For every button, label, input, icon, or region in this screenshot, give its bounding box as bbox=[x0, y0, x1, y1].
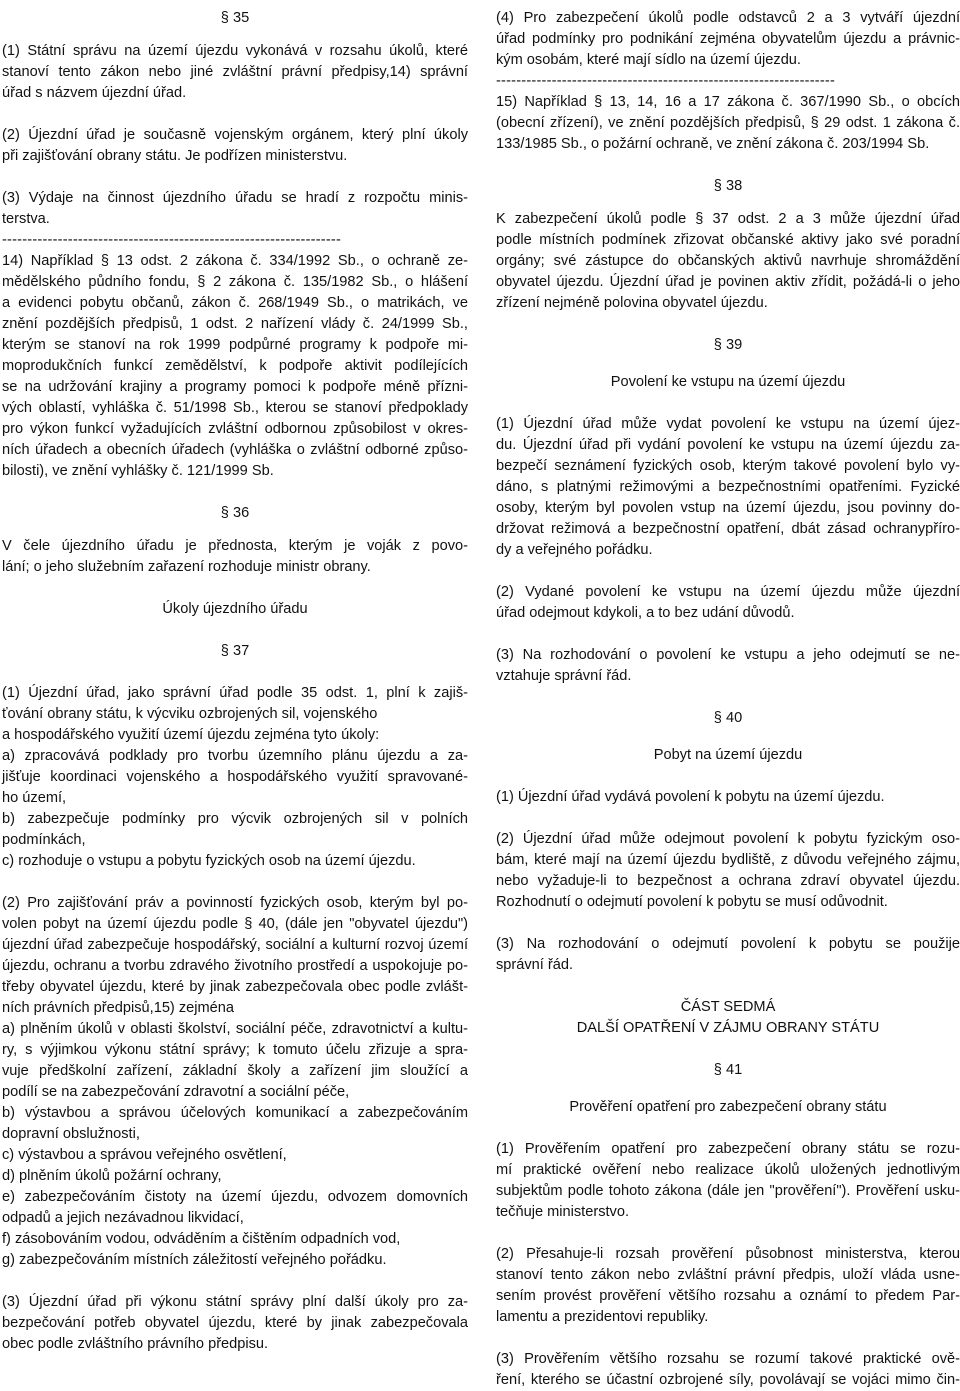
text-line: (obecní zřízení), ve znění pozdějších předpisů, § 29 odst. 1 zákona č. bbox=[496, 115, 960, 131]
text-line: pro výkon funkcí vyžadujících zvláštní odbornou způsobilost v okres- bbox=[2, 421, 468, 437]
text-line: § 37 bbox=[220, 643, 250, 659]
text-line: obyvatel újezdu. Újezdní úřad je povinen aktiv zřídit, požádá-li o jeho bbox=[496, 274, 960, 290]
text-line: při zajišťování obrany státu. Je podřízen ministerstvu. bbox=[2, 148, 348, 164]
text-line: (3) Na rozhodování o odejmutí povolení k pobytu se použije bbox=[496, 936, 960, 952]
text-line: podle místních podmínek zřizovat občanské aktivy jako své poradní bbox=[496, 232, 960, 248]
text-line: g) zabezpečováním místních záležitostí veřejného pořádku. bbox=[2, 1252, 387, 1268]
text-line: držovat režimová a bezpečnostní opatření, dbát zásad ochranypřírо- bbox=[496, 521, 960, 537]
text-line: správní řád. bbox=[496, 957, 574, 973]
text-line: Prověření opatření pro zabezpečení obrany státu bbox=[569, 1099, 887, 1115]
text-line: ho území, bbox=[2, 790, 67, 806]
text-line: (1) Prověřením opatření pro zabezpečení obrany státu se rozu- bbox=[496, 1141, 960, 1157]
text-line: du. Újezdní úřad při vydání povolení ke vstupu na území újezdu za- bbox=[496, 437, 960, 453]
text-line: § 41 bbox=[713, 1062, 743, 1078]
text-line: zřízení nejméně polovina obyvatel újezdu. bbox=[496, 295, 768, 311]
text-line: § 40 bbox=[713, 710, 743, 726]
text-line: (1) Újezdní úřad může vydat povolení ke vstupu na území újez- bbox=[496, 416, 960, 432]
text-line: Úkoly újezdního úřadu bbox=[162, 601, 308, 617]
text-line: (3) Na rozhodování o povolení ke vstupu a jeho odejmutí se ne- bbox=[496, 647, 960, 663]
text-line: (2) Přesahuje-li rozsah prověření působnost ministerstva, kterou bbox=[496, 1246, 960, 1262]
text-line: úřad s názvem újezdní úřad. bbox=[2, 85, 187, 101]
text-line: e) zabezpečováním čistoty na území újezdu, odvozem domovních bbox=[2, 1189, 468, 1205]
text-line: mí praktické ověření nebo realizace úkolů uložených jednotlivým bbox=[496, 1162, 960, 1178]
text-line: (2) Újezdní úřad je současně vojenským orgánem, který plní úkoly bbox=[2, 127, 468, 143]
text-line: f) zásobováním vodou, odváděním a čištěním odpadních vod, bbox=[2, 1231, 401, 1247]
text-line: ťování obrany státu, k výcviku ozbrojených sil, vojenského bbox=[2, 706, 378, 722]
text-line: terstva. bbox=[2, 211, 50, 227]
text-line: dáno, s platnými režimovými a bezpečnostními opatřeními. Fyzické bbox=[496, 479, 960, 495]
text-line: ČÁST SEDMÁ bbox=[680, 999, 776, 1015]
text-line: ních právních předpisů,15) zejména bbox=[2, 1000, 235, 1016]
text-line: a) plněním úkolů v oblasti školství, sociální péče, zdravotnictví a kultu- bbox=[2, 1021, 468, 1037]
text-line: úřad odejmout kdykoli, a to bez udání důvodů. bbox=[496, 605, 795, 621]
text-line: (3) Prověřením většího rozsahu se rozumí takové praktické ově- bbox=[496, 1351, 960, 1367]
text-line: odpadů a jejich nezávadnou likvidací, bbox=[2, 1210, 244, 1226]
text-line: vých oblastí, vyhláška č. 51/1998 Sb., kterou se stanoví předpoklady bbox=[2, 400, 468, 416]
text-line: § 35 bbox=[220, 10, 250, 26]
text-line: orgány; své zástupce do občanských aktivů navrhuje shromáždění bbox=[496, 253, 960, 269]
text-line: újezdu, ochranu a tvorbu zdravého životního prostředí a uspokojuje po- bbox=[2, 958, 468, 974]
text-line: bezpečí seznámení fyzických osob, kterým takové povolení bylo vy- bbox=[496, 458, 960, 474]
text-line: dopravní obslužnosti, bbox=[2, 1126, 140, 1142]
text-line: kterým se stanoví na rok 1999 podpůrné programy k podpoře mi- bbox=[2, 337, 468, 353]
text-line: § 39 bbox=[713, 337, 743, 353]
text-line: podílí se na zabezpečování zdravotní a sociální péče, bbox=[2, 1084, 350, 1100]
text-line: (4) Pro zabezpečení úkolů podle odstavců 2 a 3 vytváří újezdní bbox=[496, 10, 960, 26]
text-line: tečňuje ministerstvo. bbox=[496, 1204, 630, 1220]
text-line: stanoví tento zákon nebo jiné zvláštní právní předpisy,14) správní bbox=[2, 64, 468, 80]
text-line: d) plněním úkolů požární ochrany, bbox=[2, 1168, 222, 1184]
text-line: lání; o jeho služebním zařazení rozhoduje ministr obrany. bbox=[2, 559, 371, 575]
text-line: b) zabezpečuje podmínky pro výcvik ozbrojených sil v polních bbox=[2, 811, 468, 827]
text-line: Pobyt na území újezdu bbox=[653, 747, 803, 763]
text-line: § 38 bbox=[713, 178, 743, 194]
text-line: ních úřadech a obecních úřadech (vyhláška o zvláštní odborné způso- bbox=[2, 442, 468, 458]
text-line: volen pobyt na území újezdu podle § 40, (dále jen "obyvatel újezdu") bbox=[2, 916, 468, 932]
text-line: b) výstavbou a správou účelových komunikací a zabezpečováním bbox=[2, 1105, 468, 1121]
text-line: znění pozdějších předpisů, 1 odst. 2 nařízení vlády č. 24/1999 Sb., bbox=[2, 316, 468, 332]
footnote-separator: ------------------------------------------------------------------- bbox=[2, 232, 342, 248]
text-line: DALŠÍ OPATŘENÍ V ZÁJMU OBRANY STÁTU bbox=[576, 1020, 880, 1036]
text-line: úřad podmínky pro podnikání zejména obyvatelům újezdu a právnic- bbox=[496, 31, 960, 47]
text-line: 133/1985 Sb., o požární ochraně, ve znění zákona č. 203/1994 Sb. bbox=[496, 136, 930, 152]
text-line: (1) Újezdní úřad vydává povolení k pobytu na území újezdu. bbox=[496, 789, 885, 805]
text-line: (1) Státní správu na území újezdu vykonává v rozsahu úkolů, které bbox=[2, 43, 468, 59]
text-line: (2) Vydané povolení ke vstupu na území újezdu může újezdní bbox=[496, 584, 960, 600]
text-line: moprodukčních funkcí zemědělství, k podpoře aktivit podílejících bbox=[2, 358, 468, 374]
text-line: bám, které mají na území újezdu bydliště, z důvodu veřejného zájmu, bbox=[496, 852, 960, 868]
text-line: ření, kterého se účastní ozbrojené síly, povolávají se vojáci mimo čin- bbox=[496, 1372, 960, 1388]
text-line: a evidenci pobytu občanů, zákon č. 268/1949 Sb., o matrikách, ve bbox=[2, 295, 468, 311]
text-line: (2) Újezdní úřad může odejmout povolení k pobytu fyzickým oso- bbox=[496, 831, 960, 847]
footnote-separator: ------------------------------------------------------------------- bbox=[496, 73, 836, 89]
text-line: subjektům podle tohoto zákona (dále jen "prověření"). Prověření usku- bbox=[496, 1183, 960, 1199]
text-line: (2) Pro zajišťování práv a povinností fyzických osob, kterým byl po- bbox=[2, 895, 468, 911]
text-line: a) zpracovává podklady pro tvorbu územního plánu újezdu a za- bbox=[2, 748, 468, 764]
text-line: nebo vyžaduje-li to bezpečnost a ochrana zdraví obyvatel újezdu. bbox=[496, 873, 960, 889]
text-line: V čele újezdního úřadu je přednosta, kterým je voják z povo- bbox=[2, 538, 468, 554]
text-line: (1) Újezdní úřad, jako správní úřad podle 35 odst. 1, plní k zajiš- bbox=[2, 685, 468, 701]
text-line: § 36 bbox=[220, 505, 250, 521]
text-line: K zabezpečení úkolů podle § 37 odst. 2 a 3 může újezdní úřad bbox=[496, 211, 960, 227]
text-line: třeby obyvatel újezdu, které by jinak zabezpečovala obec podle zvlášt- bbox=[2, 979, 468, 995]
text-line: vuje předškolní zařízení, základní školy a zařízení jim sloužící a bbox=[2, 1063, 468, 1079]
text-line: (3) Výdaje na činnost újezdního úřadu se hradí z rozpočtu minis- bbox=[2, 190, 468, 206]
text-line: obec podle zvláštního právního předpisu. bbox=[2, 1336, 269, 1352]
text-line: lamentu a prezidentovi republiky. bbox=[496, 1309, 709, 1325]
text-line: jišťuje koordinaci vojenského a hospodářského využití spravované- bbox=[2, 769, 468, 785]
text-line: bilosti), ve znění vyhlášky č. 121/1999 Sb. bbox=[2, 463, 274, 479]
text-line: stanoví tento zákon nebo zvláštní právní předpis, uloží vláda usne- bbox=[496, 1267, 960, 1283]
text-line: újezdní úřad zabezpečuje hospodářský, sociální a kulturní rozvoj území bbox=[2, 937, 468, 953]
text-line: c) výstavbou a správou veřejného osvětlení, bbox=[2, 1147, 287, 1163]
text-line: osoby, kterým byl povolen vstup na území újezdu, jsou povinny do- bbox=[496, 500, 960, 516]
text-line: ry, s výjimkou výkonu státní správy; k tomuto účelu zřizuje a spra- bbox=[2, 1042, 468, 1058]
text-line: a hospodářského využití území újezdu zejména tyto úkoly: bbox=[2, 727, 380, 743]
text-line: Rozhodnutí o odejmutí povolení k pobytu se musí odůvodnit. bbox=[496, 894, 888, 910]
text-line: kým osobám, které mají sídlo na území újezdu. bbox=[496, 52, 801, 68]
text-line: Povolení ke vstupu na území újezdu bbox=[610, 374, 846, 390]
text-line: c) rozhoduje o vstupu a pobytu fyzických osob na území újezdu. bbox=[2, 853, 416, 869]
text-line: bezpečování potřeb obyvatel újezdu, které by jinak zabezpečovala bbox=[2, 1315, 468, 1331]
text-line: vztahuje správní řád. bbox=[496, 668, 632, 684]
text-line: 15) Například § 13, 14, 16 a 17 zákona č. 367/1990 Sb., o obcích bbox=[496, 94, 960, 110]
text-line: (3) Újezdní úřad při výkonu státní správy plní další úkoly pro za- bbox=[2, 1294, 468, 1310]
text-line: 14) Například § 13 odst. 2 zákona č. 334/1992 Sb., o ochraně ze- bbox=[2, 253, 468, 269]
text-line: podmínkách, bbox=[2, 832, 86, 848]
text-line: dy a veřejného pořádku. bbox=[496, 542, 653, 558]
text-line: sením provést prověření většího rozsahu a oznámí to předem Par- bbox=[496, 1288, 960, 1304]
text-line: se na udržování krajiny a programy pomoci k podpoře méně přízni- bbox=[2, 379, 468, 395]
text-line: mědělského půdního fondu, § 2 zákona č. 135/1982 Sb., o hlášení bbox=[2, 274, 468, 290]
